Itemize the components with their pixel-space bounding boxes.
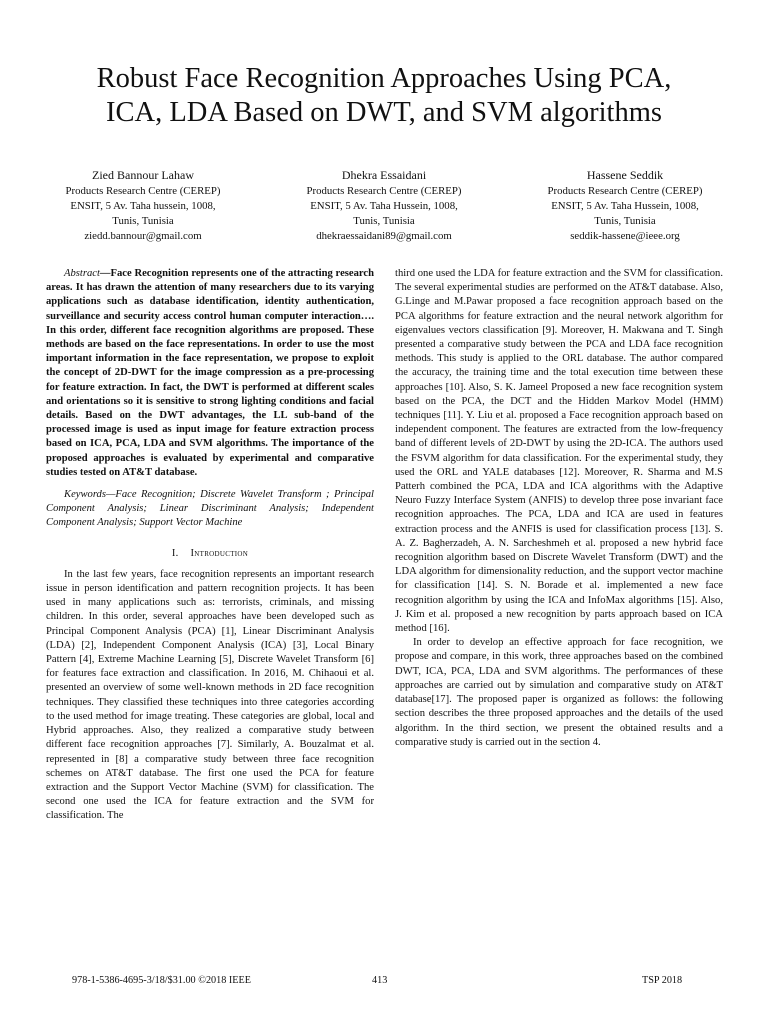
author-address: ENSIT, 5 Av. Taha Hussein, 1008, (551, 200, 699, 212)
page-number: 413 (372, 975, 388, 986)
right-column (395, 267, 723, 750)
author-address: ENSIT, 5 Av. Taha hussein, 1008, (70, 200, 216, 212)
footer-isbn: 978-1-5386-4695-3/18/$31.00 ©2018 IEEE (72, 975, 251, 986)
author-block (28, 167, 740, 244)
intro-paragraph: In the last few years, face recognition represents an important research issue in person identification and pattern recognition projects. It has been used in many applications such as: terrorists, criminals, and missing children. In this order, several approaches have been developed such as Principal Component Analysis (PCA) [1], Linear Discriminant Analysis (LDA) [2], Independent Component Analysis (ICA) [3], Local Binary Pattern [4], Extreme Machine Learning [5], Discrete Wavelet Transform [6] for features face extraction and classification. In 2016, M. Chihaoui et al. presented an overview of some well-known methods in 2D face recognition techniques. They classified these techniques into three categories according to the used method for image treating. These categories are global, local and Hybrid approaches. Also, they realized a comparative study between different face recognition approaches [7]. Similarly, A. Bouzalmat et al. represented in [8] a comparative study between three face recognition schemes on AT&T database. The first one used the PCA for feature extraction and the Support Vector Machine (SVM) for classification. The second one used the ICA for feature extraction and the SVM for classification. The (46, 568, 374, 822)
author-address: ENSIT, 5 Av. Taha Hussein, 1008, (310, 200, 458, 212)
body-paragraph: third one used the LDA for feature extraction and the SVM for classification. The several experimental studies are performed on the AT&T database. Also, G.Linge and M.Pawar proposed a face recognition approach based on the PCA algorithms for feature extraction and the neural network algorithm for eigenvalues vectors classification [9]. Moreover, H. Makwana and T. Singh presented a comparative study between the PCA and LDA face recognition methods. This study is applied to the ORL database. The author compared the accuracy, the training time and the total execution time between these approaches [10]. Also, S. K. Jameel Proposed a new face recognition system based on the PCA, the DCT and the Hidden Markov Model (HMM) techniques [11]. Y. Liu et al. proposed a Face recognition approach based on independent component. The features are extracted from the low-frequency band of different levels of 2D-DWT by using the 2D-ICA. The authors used the FSVM algorithm for data classification. For the experimental study, they used the ORL and YALE databases [12]. Moreover, R. Sharma and M.S Patterh combined the PCA, LDA and ICA algorithms with the Adaptive Neuro Fuzzy Interface System (ANFIS) to develop three pose invariant face recognition approaches. The PCA, LDA and ICA are used in features extraction process and the ANFIS is used for classification process [13]. S. A. Z. Bagherzadeh, A. N. Sarcheshmeh et al. proposed a new hybrid face recognition algorithm based on Discrete Wavelet Transform (DWT) and the LDA algorithm for dimensionality reduction, and the support vector machine for classification [14]. S. N. Borade et al. implemented a new face recognition algorithm by using the ICA and InfoMax algorithms [15]. Also, J. Kim et al. proposed a new recognition by parts approach based on ICA method [16]. (395, 268, 723, 635)
author-affiliation: Products Research Centre (CEREP) (547, 185, 703, 197)
author-city: Tunis, Tunisia (112, 215, 174, 227)
footer-conference: TSP 2018 (642, 975, 683, 986)
author-1 (28, 167, 258, 244)
author-2 (269, 167, 499, 244)
author-affiliation: Products Research Centre (CEREP) (65, 185, 221, 197)
author-3 (510, 167, 740, 244)
section-number: I. (171, 547, 179, 559)
author-email: dhekraessaidani89@gmail.com (316, 230, 452, 242)
body-paragraph: In order to develop an effective approach for face recognition, we propose and compare, in this work, three approaches based on the combined DWT, ICA, PCA, LDA and SVM algorithms. The performances of these approaches are carried out by simulation and comparative study on AT&T database[17]. The proposed paper is organized as follows: the following section describes the three proposed approaches and the details of the used algorithm. In the third section, we present the obtained results and a comparative study is carried out in the section 4. (395, 637, 723, 748)
author-name: Zied Bannour Lahaw (92, 168, 194, 182)
abstract-text: —Face Recognition represents one of the attracting research areas. It has drawn the attention of many researchers due to its varying applications such as database identification, identity authentication, surveillance and security access control human computer interaction…. In this order, different face recognition algorithms are proposed. These methods are based on the face representations. In order to use the most important information in the face representation, we propose to exploit the concept of 2D-DWT for the image compression as a pre-processing for feature extraction. In fact, the DWT is performed at different scales and orientations so it is sensitive to strong lighting conditions and facial details. Based on the DWT advantages, the LL sub-band of the processed image is used as input image for feature extraction process based on ICA, PCA, LDA and SVM algorithms. The importance of the proposed approaches is evaluated by experimental and comparative studies tested on AT&T database. (46, 268, 374, 478)
author-city: Tunis, Tunisia (353, 215, 415, 227)
author-name: Hassene Seddik (586, 168, 664, 182)
author-city: Tunis, Tunisia (594, 215, 656, 227)
paper-title (40, 62, 728, 130)
abstract-lead: Abstract (64, 268, 100, 279)
section-title: Introduction (190, 547, 249, 559)
title-line-2: ICA, LDA Based on DWT, and SVM algorithms (106, 97, 662, 128)
keywords: Keywords—Face Recognition; Discrete Wavelet Transform ; Principal Component Analysis; Linear Discriminant Analysis; Independent Component Analysis; Support Vector Machine (46, 489, 374, 529)
title-line-1: Robust Face Recognition Approaches Using PCA, (96, 63, 672, 94)
author-email: seddik-hassene@ieee.org (570, 230, 680, 242)
author-email: ziedd.bannour@gmail.com (84, 230, 202, 242)
section-heading-introduction (46, 547, 374, 561)
author-affiliation: Products Research Centre (CEREP) (306, 185, 462, 197)
left-column (46, 267, 374, 824)
author-name: Dhekra Essaidani (341, 168, 427, 182)
abstract (46, 267, 374, 480)
